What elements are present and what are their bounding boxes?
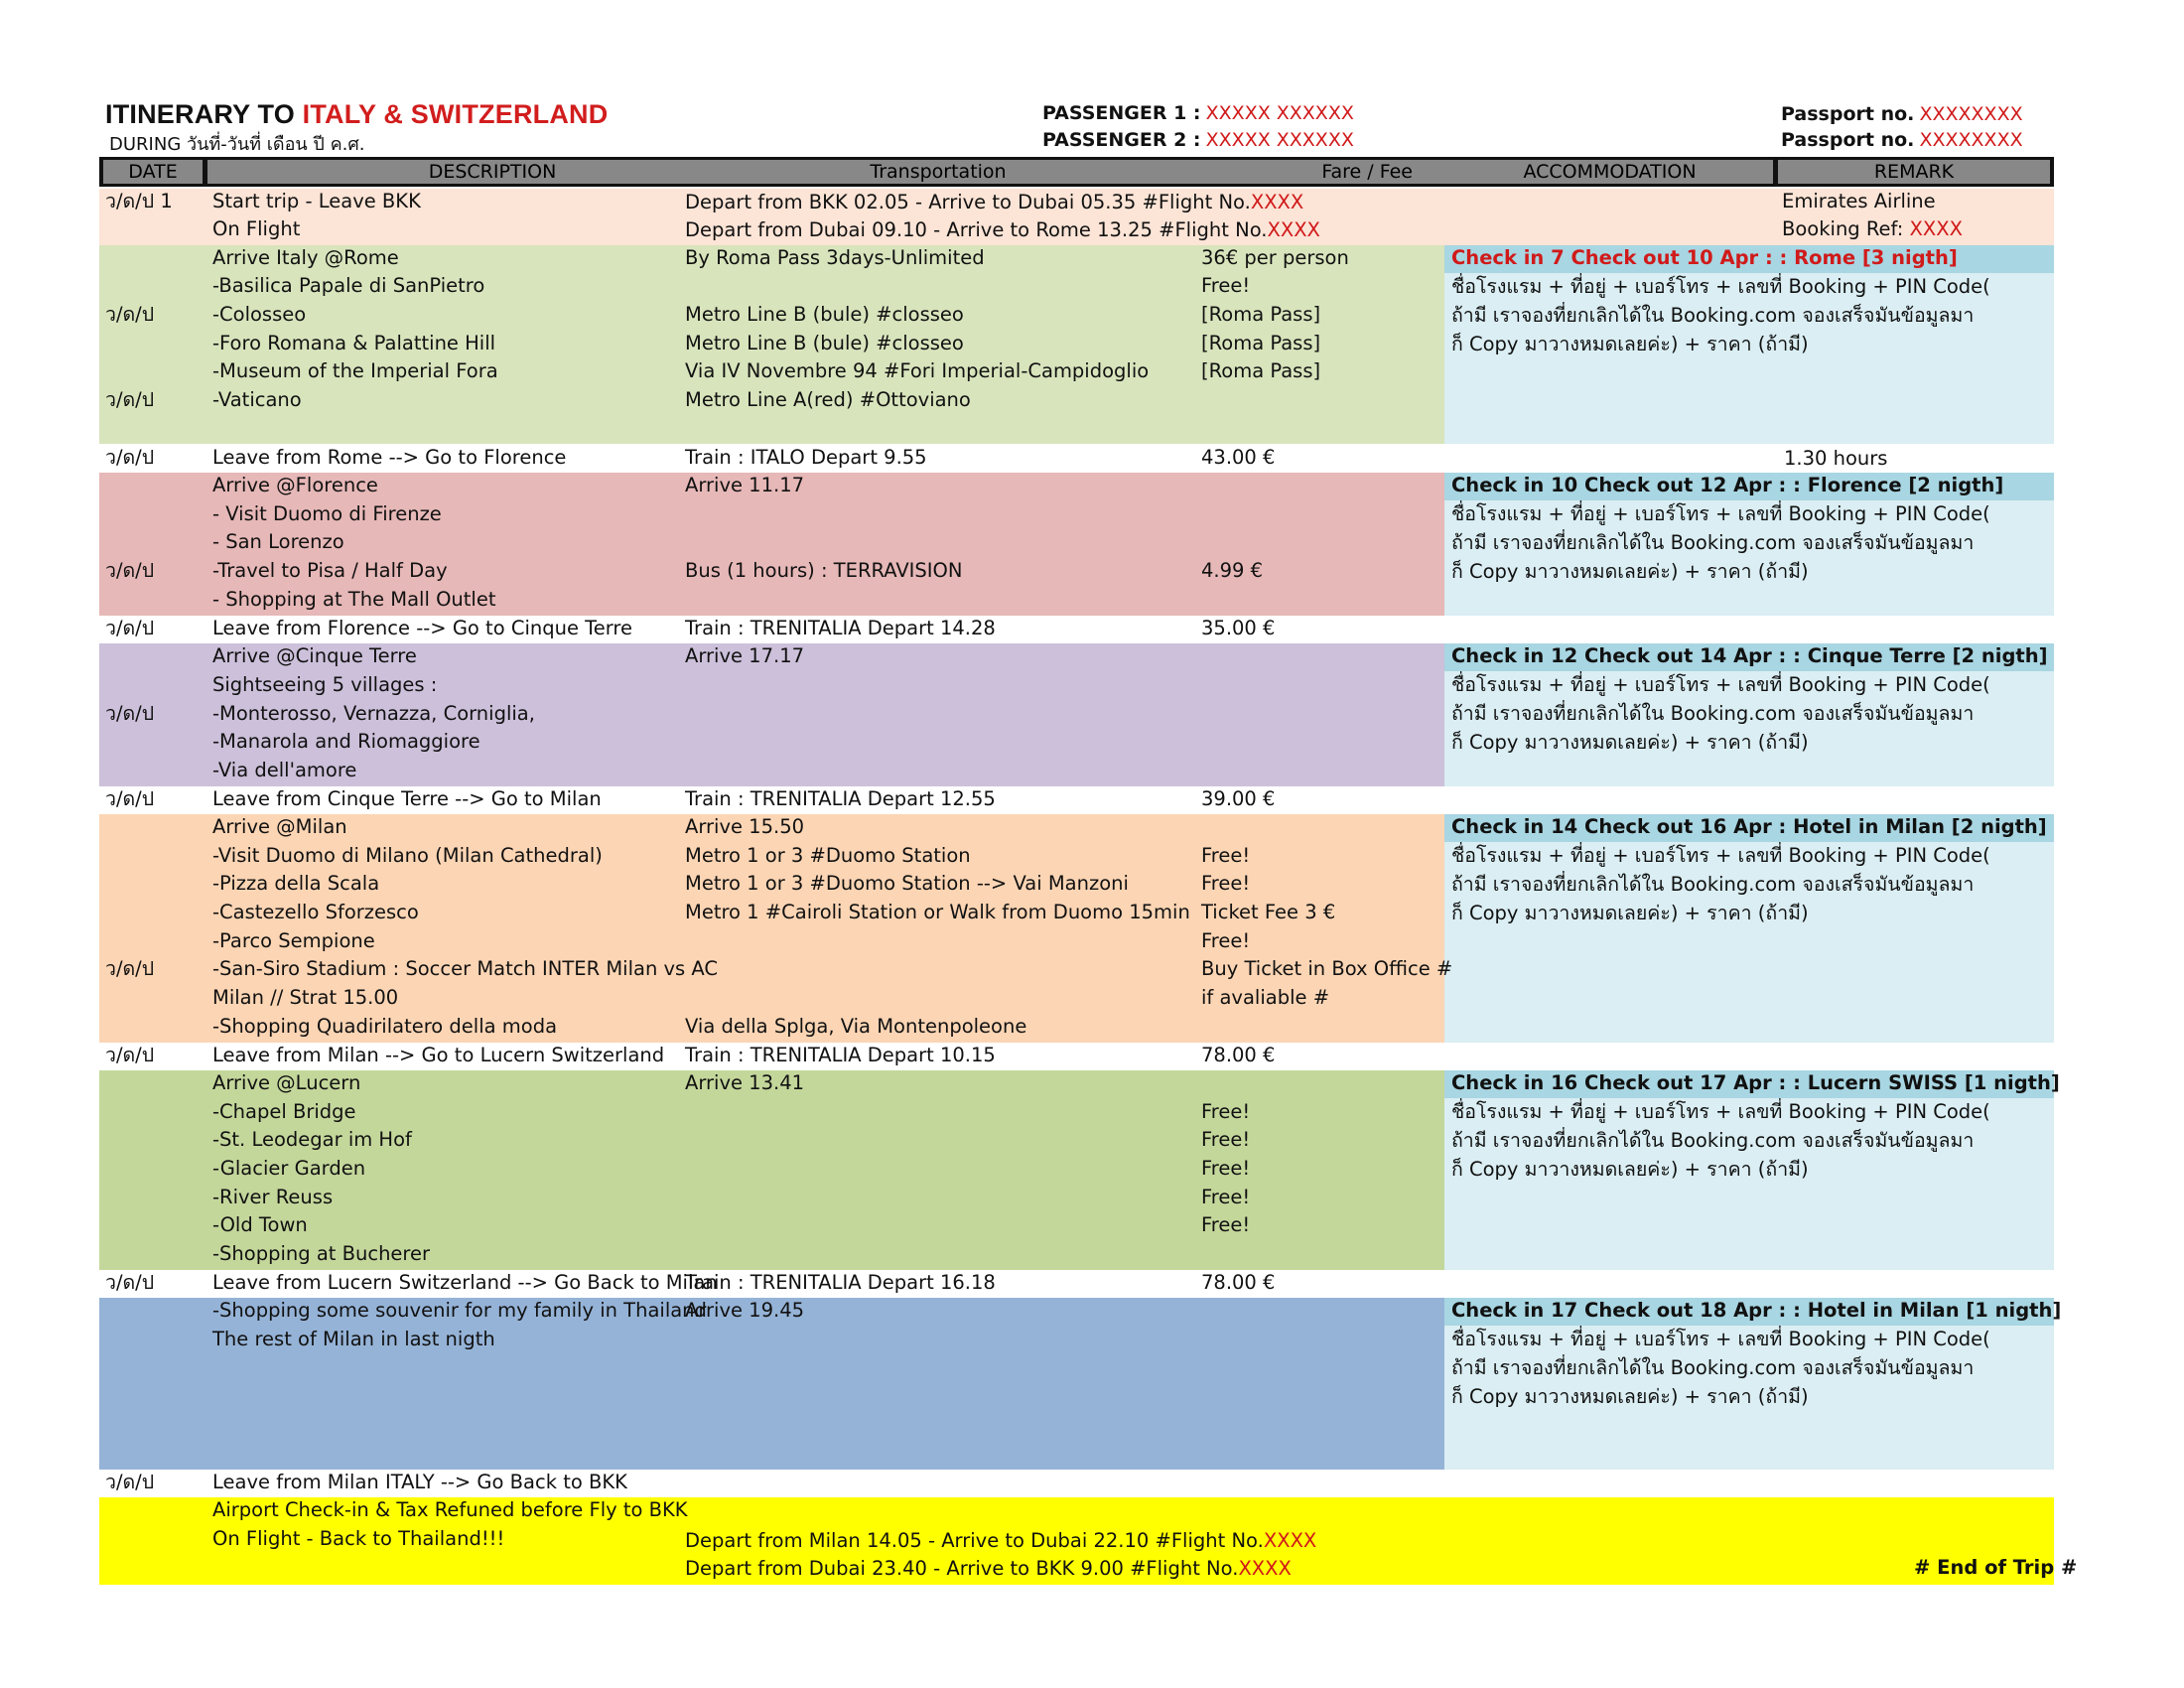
desc-cell: -Pizza della Scala bbox=[212, 872, 380, 895]
flight-no: XXXX bbox=[1263, 1529, 1317, 1552]
date-cell: ว/ด/ป bbox=[105, 303, 155, 326]
title-black: ITINERARY TO bbox=[105, 99, 303, 129]
desc-cell: Leave from Lucern Switzerland --> Go Back to Milan bbox=[212, 1271, 718, 1294]
trans-text: Depart from Dubai 23.40 - Arrive to BKK 9.00 #Flight No. bbox=[685, 1557, 1239, 1580]
accom-line-3: ก็ Copy มาวางหมดเลยค่ะ) + ราคา (ถ้ามี) bbox=[1451, 902, 1809, 924]
page-title bbox=[105, 99, 608, 130]
accom-line-3: ก็ Copy มาวางหมดเลยค่ะ) + ราคา (ถ้ามี) bbox=[1451, 1158, 1809, 1181]
date-cell: ว/ด/ป bbox=[105, 1471, 155, 1493]
checkin-lucern: Check in 16 Check out 17 Apr : : Lucern SWISS [1 nigth] bbox=[1451, 1071, 2060, 1094]
date-cell: ว/ด/ป bbox=[105, 617, 155, 639]
desc-cell: Leave from Milan ITALY --> Go Back to BKK bbox=[212, 1471, 627, 1493]
desc-cell: -Shopping at Bucherer bbox=[212, 1242, 431, 1265]
desc-cell: -Shopping Quadirilatero della moda bbox=[212, 1015, 558, 1038]
accom-line-2: ถ้ามี เราจองที่ยกเลิกได้ใน Booking.com จองเสร็จมันข้อมูลมา bbox=[1451, 1129, 1975, 1152]
desc-cell: -St. Leodegar im Hof bbox=[212, 1128, 412, 1151]
trans-cell: Train : TRENITALIA Depart 16.18 bbox=[685, 1271, 996, 1294]
desc-cell: - San Lorenzo bbox=[212, 530, 344, 553]
accom-line-1: ชื่อโรงแรม + ที่อยู่ + เบอร์โทร + เลขที่ Booking + PIN Code( bbox=[1451, 275, 1990, 298]
flight-no: XXXX bbox=[1267, 218, 1320, 241]
trans-cell: Bus (1 hours) : TERRAVISION bbox=[685, 559, 963, 582]
passenger-1-label: PASSENGER 1 : bbox=[1042, 102, 1201, 124]
desc-cell: On Flight - Back to Thailand!!! bbox=[212, 1527, 505, 1550]
desc-cell: -Castezello Sforzesco bbox=[212, 901, 419, 923]
trans-cell: Metro 1 or 3 #Duomo Station bbox=[685, 844, 971, 867]
trans-cell: Metro 1 or 3 #Duomo Station --> Vai Manzoni bbox=[685, 872, 1129, 895]
col-description: DESCRIPTION bbox=[207, 160, 777, 184]
desc-cell: -Colosseo bbox=[212, 303, 307, 326]
accom-line-2: ถ้ามี เราจองที่ยกเลิกได้ใน Booking.com จองเสร็จมันข้อมูลมา bbox=[1451, 304, 1975, 327]
desc-cell: -Manarola and Riomaggiore bbox=[212, 730, 480, 753]
end-of-trip: # End of Trip # bbox=[1914, 1556, 2078, 1579]
date-cell: ว/ด/ป bbox=[105, 559, 155, 582]
checkin-milan2: Check in 17 Check out 18 Apr : : Hotel in Milan [1 nigth] bbox=[1451, 1299, 2062, 1322]
accom-line-2: ถ้ามี เราจองที่ยกเลิกได้ใน Booking.com จองเสร็จมันข้อมูลมา bbox=[1451, 531, 1975, 554]
fare-cell: Free! bbox=[1201, 1157, 1251, 1180]
trans-cell: Train : ITALO Depart 9.55 bbox=[685, 446, 927, 469]
flight-no: XXXX bbox=[1238, 1557, 1292, 1580]
trans-cell bbox=[685, 189, 1303, 216]
passport-2 bbox=[1781, 129, 2023, 151]
title-red: ITALY & SWITZERLAND bbox=[302, 99, 609, 129]
remark-cell: Emirates Airline bbox=[1782, 190, 1936, 212]
trans-cell: Via della Splga, Via Montenpoleone bbox=[685, 1015, 1027, 1038]
desc-cell: - Shopping at The Mall Outlet bbox=[212, 588, 496, 611]
trans-text: Depart from Dubai 09.10 - Arrive to Rome 13.25 #Flight No. bbox=[685, 218, 1268, 241]
accom-line-2: ถ้ามี เราจองที่ยกเลิกได้ใน Booking.com จองเสร็จมันข้อมูลมา bbox=[1451, 702, 1975, 725]
trans-cell bbox=[685, 1527, 1316, 1555]
desc-cell: -Visit Duomo di Milano (Milan Cathedral) bbox=[212, 844, 603, 867]
trans-cell bbox=[685, 216, 1320, 244]
accom-line-2: ถ้ามี เราจองที่ยกเลิกได้ใน Booking.com จองเสร็จมันข้อมูลมา bbox=[1451, 873, 1975, 896]
accom-line-1: ชื่อโรงแรม + ที่อยู่ + เบอร์โทร + เลขที่ Booking + PIN Code( bbox=[1451, 673, 1990, 696]
trans-cell: Metro Line B (bule) #closseo bbox=[685, 303, 964, 326]
desc-cell: On Flight bbox=[212, 217, 301, 240]
trans-cell: Arrive 15.50 bbox=[685, 815, 805, 838]
date-cell: ว/ด/ป 1 bbox=[105, 190, 173, 212]
desc-cell: -Via dell'amore bbox=[212, 759, 357, 781]
passenger-2-value: XXXXX XXXXXX bbox=[1205, 129, 1354, 151]
checkin-rome: Check in 7 Check out 10 Apr : : Rome [3 nigth] bbox=[1451, 246, 1958, 269]
desc-cell: -Parco Sempione bbox=[212, 929, 375, 952]
desc-cell: Leave from Milan --> Go to Lucern Switzerland bbox=[212, 1044, 665, 1066]
trans-cell: Arrive 11.17 bbox=[685, 474, 805, 496]
accom-line-3: ก็ Copy มาวางหมดเลยค่ะ) + ราคา (ถ้ามี) bbox=[1451, 1385, 1809, 1408]
fare-cell: Free! bbox=[1201, 844, 1251, 867]
desc-cell: -Chapel Bridge bbox=[212, 1100, 356, 1123]
accom-line-3: ก็ Copy มาวางหมดเลยค่ะ) + ราคา (ถ้ามี) bbox=[1451, 560, 1809, 583]
col-accommodation: ACCOMMODATION bbox=[1446, 160, 1773, 184]
desc-cell: Arrive @Lucern bbox=[212, 1071, 361, 1094]
trans-cell: Metro Line B (bule) #closseo bbox=[685, 332, 964, 354]
date-cell: ว/ด/ป bbox=[105, 1044, 155, 1066]
desc-cell: Leave from Rome --> Go to Florence bbox=[212, 446, 567, 469]
checkin-florence: Check in 10 Check out 12 Apr : : Florence [2 nigth] bbox=[1451, 474, 2004, 496]
fare-cell: [Roma Pass] bbox=[1201, 359, 1321, 382]
fare-cell: 36€ per person bbox=[1201, 246, 1349, 269]
desc-cell: -Vaticano bbox=[212, 388, 302, 411]
fare-cell: Free! bbox=[1201, 1186, 1251, 1208]
accom-line-1: ชื่อโรงแรม + ที่อยู่ + เบอร์โทร + เลขที่ Booking + PIN Code( bbox=[1451, 844, 1990, 867]
desc-cell: Leave from Cinque Terre --> Go to Milan bbox=[212, 787, 602, 810]
trans-text: Depart from Milan 14.05 - Arrive to Dubai 22.10 #Flight No. bbox=[685, 1529, 1264, 1552]
desc-cell: -Foro Romana & Palattine Hill bbox=[212, 332, 496, 354]
remark-cell bbox=[1782, 215, 1963, 243]
trans-cell: Arrive 19.45 bbox=[685, 1299, 805, 1322]
accom-line-1: ชื่อโรงแรม + ที่อยู่ + เบอร์โทร + เลขที่ Booking + PIN Code( bbox=[1451, 1328, 1990, 1350]
fare-cell: Free! bbox=[1201, 1128, 1251, 1151]
passenger-2-label: PASSENGER 2 : bbox=[1042, 129, 1201, 151]
desc-cell: -Museum of the Imperial Fora bbox=[212, 359, 498, 382]
trans-cell: Metro 1 #Cairoli Station or Walk from Duomo 15min bbox=[685, 901, 1190, 923]
fare-cell: Free! bbox=[1201, 872, 1251, 895]
fare-cell: Free! bbox=[1201, 274, 1251, 297]
desc-cell: Start trip - Leave BKK bbox=[212, 190, 421, 212]
fare-cell: 4.99 € bbox=[1201, 559, 1264, 582]
desc-cell: -Basilica Papale di SanPietro bbox=[212, 274, 485, 297]
desc-cell: -Shopping some souvenir for my family in Thailand bbox=[212, 1299, 707, 1322]
trans-cell: Train : TRENITALIA Depart 14.28 bbox=[685, 617, 996, 639]
trans-cell: Arrive 17.17 bbox=[685, 644, 805, 667]
fare-cell: Free! bbox=[1201, 1213, 1251, 1236]
fare-cell: 78.00 € bbox=[1201, 1271, 1276, 1294]
fare-cell: 35.00 € bbox=[1201, 617, 1276, 639]
flight-no: XXXX bbox=[1250, 191, 1304, 213]
desc-cell: Arrive @Milan bbox=[212, 815, 347, 838]
desc-cell: -Old Town bbox=[212, 1213, 308, 1236]
desc-cell: Sightseeing 5 villages : bbox=[212, 673, 438, 696]
desc-cell: -Monterosso, Vernazza, Corniglia, bbox=[212, 702, 535, 725]
desc-cell: -San-Siro Stadium : Soccer Match INTER Milan vs AC bbox=[212, 957, 719, 980]
passenger-2 bbox=[1042, 129, 1354, 151]
passport-1 bbox=[1781, 103, 2023, 125]
checkin-cinque: Check in 12 Check out 14 Apr : : Cinque Terre [2 nigth] bbox=[1451, 644, 2048, 667]
desc-cell: -River Reuss bbox=[212, 1186, 334, 1208]
col-remark: REMARK bbox=[1778, 160, 2050, 184]
trans-cell bbox=[685, 1555, 1292, 1583]
fare-cell: [Roma Pass] bbox=[1201, 303, 1321, 326]
trans-cell: Via IV Novembre 94 #Fori Imperial-Campidoglio bbox=[685, 359, 1150, 382]
desc-cell: Arrive @Cinque Terre bbox=[212, 644, 417, 667]
passenger-1 bbox=[1042, 102, 1354, 124]
date-cell: ว/ด/ป bbox=[105, 957, 155, 980]
accom-line-1: ชื่อโรงแรม + ที่อยู่ + เบอร์โทร + เลขที่ Booking + PIN Code( bbox=[1451, 502, 1990, 525]
booking-ref-value: XXXX bbox=[1909, 217, 1963, 240]
accom-line-1: ชื่อโรงแรม + ที่อยู่ + เบอร์โทร + เลขที่ Booking + PIN Code( bbox=[1451, 1100, 1990, 1123]
desc-cell: Arrive @Florence bbox=[212, 474, 378, 496]
fare-cell: 39.00 € bbox=[1201, 787, 1276, 810]
fare-cell: Free! bbox=[1201, 1100, 1251, 1123]
desc-cell: Arrive Italy @Rome bbox=[212, 246, 399, 269]
booking-ref-label: Booking Ref: bbox=[1782, 217, 1910, 240]
accom-line-3: ก็ Copy มาวางหมดเลยค่ะ) + ราคา (ถ้ามี) bbox=[1451, 333, 1809, 355]
fare-cell: Buy Ticket in Box Office # bbox=[1201, 957, 1453, 980]
fare-cell: if avaliable # bbox=[1201, 986, 1330, 1009]
accom-line-2: ถ้ามี เราจองที่ยกเลิกได้ใน Booking.com จองเสร็จมันข้อมูลมา bbox=[1451, 1356, 1975, 1379]
date-cell: ว/ด/ป bbox=[105, 446, 155, 469]
checkin-milan: Check in 14 Check out 16 Apr : Hotel in Milan [2 nigth] bbox=[1451, 815, 2047, 838]
passport-1-value: XXXXXXXX bbox=[1919, 103, 2023, 125]
trip-during: DURING วันที่-วันที่ เดือน ปี ค.ศ. bbox=[109, 134, 365, 155]
fare-cell: 78.00 € bbox=[1201, 1044, 1276, 1066]
fare-cell: Free! bbox=[1201, 929, 1251, 952]
col-fare-label: Fare / Fee bbox=[1321, 161, 1413, 183]
desc-cell: Leave from Florence --> Go to Cinque Terre bbox=[212, 617, 633, 639]
desc-cell: - Visit Duomo di Firenze bbox=[212, 502, 442, 525]
passport-1-label: Passport no. bbox=[1781, 103, 1915, 125]
remark-cell: 1.30 hours bbox=[1784, 447, 1888, 470]
trans-cell: By Roma Pass 3days-Unlimited bbox=[685, 246, 985, 269]
fare-cell: [Roma Pass] bbox=[1201, 332, 1321, 354]
fare-cell: 43.00 € bbox=[1201, 446, 1276, 469]
fare-cell: Ticket Fee 3 € bbox=[1201, 901, 1336, 923]
desc-cell: -Travel to Pisa / Half Day bbox=[212, 559, 448, 582]
passenger-1-value: XXXXX XXXXXX bbox=[1205, 102, 1354, 124]
trans-cell: Train : TRENITALIA Depart 10.15 bbox=[685, 1044, 996, 1066]
trans-cell: Train : TRENITALIA Depart 12.55 bbox=[685, 787, 996, 810]
desc-cell: Milan // Strat 15.00 bbox=[212, 986, 399, 1009]
passport-2-value: XXXXXXXX bbox=[1919, 129, 2023, 151]
col-transportation-label: Transportation bbox=[870, 161, 1007, 183]
desc-cell: Airport Check-in & Tax Refuned before Fly to BKK bbox=[212, 1498, 688, 1521]
date-cell: ว/ด/ป bbox=[105, 702, 155, 725]
desc-cell: -Glacier Garden bbox=[212, 1157, 366, 1180]
date-cell: ว/ด/ป bbox=[105, 1271, 155, 1294]
trans-cell: Arrive 13.41 bbox=[685, 1071, 805, 1094]
date-cell: ว/ด/ป bbox=[105, 787, 155, 810]
date-cell: ว/ด/ป bbox=[105, 388, 155, 411]
trans-cell: Metro Line A(red) #Ottoviano bbox=[685, 388, 971, 411]
trans-text: Depart from BKK 02.05 - Arrive to Dubai 05.35 #Flight No. bbox=[685, 191, 1251, 213]
col-date: DATE bbox=[103, 160, 203, 184]
passport-2-label: Passport no. bbox=[1781, 129, 1915, 151]
desc-cell: The rest of Milan in last nigth bbox=[212, 1328, 495, 1350]
table-header bbox=[99, 157, 2054, 187]
accom-line-3: ก็ Copy มาวางหมดเลยค่ะ) + ราคา (ถ้ามี) bbox=[1451, 731, 1809, 754]
